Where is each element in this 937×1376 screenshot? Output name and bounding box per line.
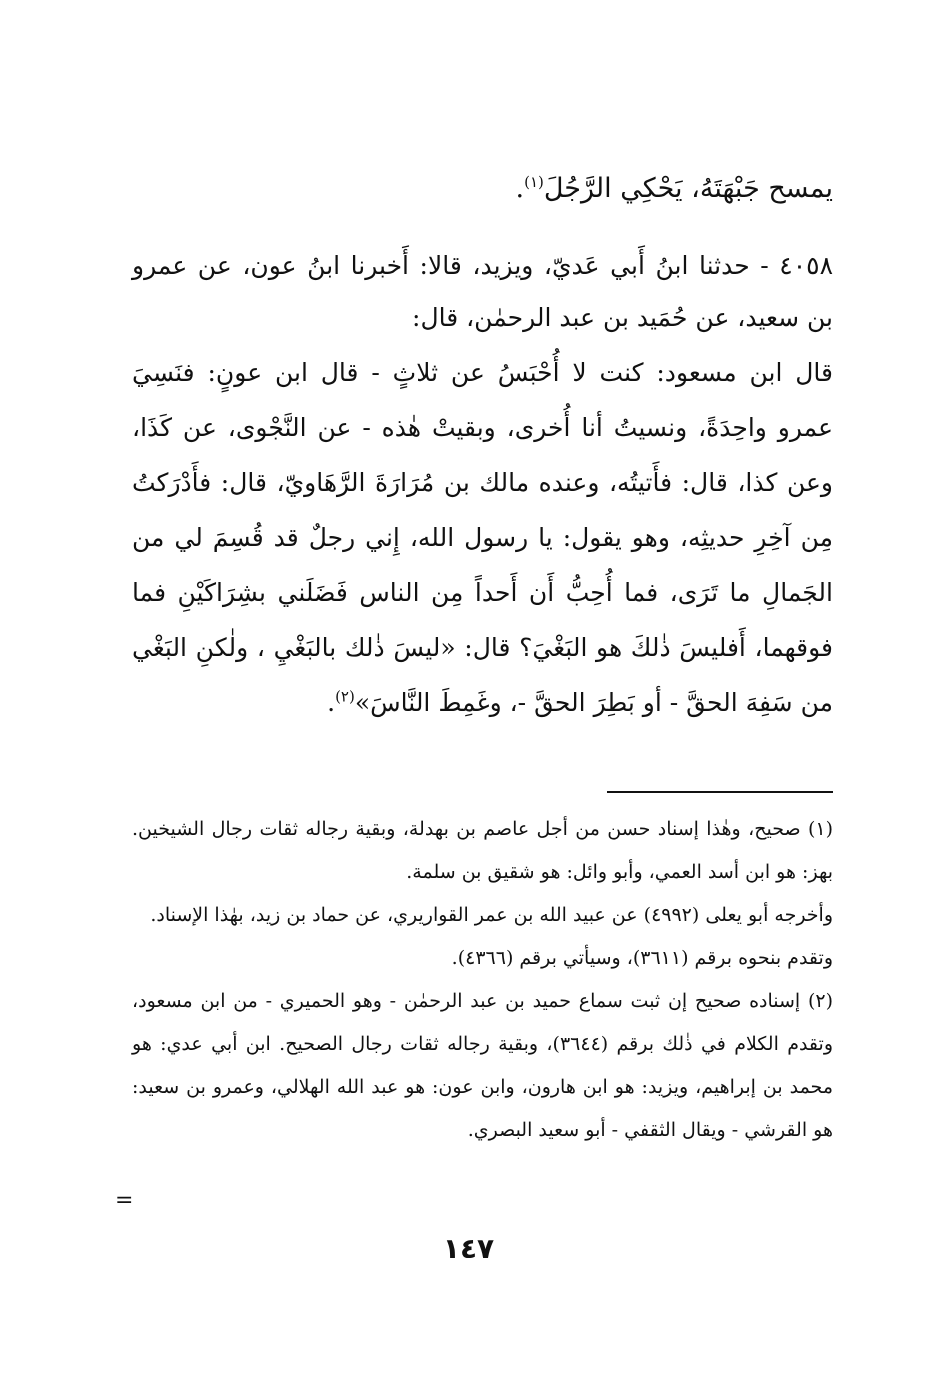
footnote-separator — [607, 791, 833, 793]
hadith-isnad — [132, 240, 833, 344]
matn-end: . — [327, 688, 336, 717]
hadith-matn — [132, 345, 833, 730]
page-number: ١٤٧ — [442, 1232, 495, 1265]
footnote-ref-2: (٢) — [335, 687, 355, 706]
footnote-1: (١) صحيح، وهٰذا إسناد حسن من أجل عاصم بن بهدلة، وبقية رجاله ثقات رجال الشيخين. بهز: هو ابن أسد العمي، وأبو وائل: هو شقيق بن سلمة. — [132, 818, 833, 883]
continuation-mark: = — [115, 1188, 134, 1213]
footnote-1-takhrij: وأخرجه أبو يعلى (٤٩٩٢) عن عبيد الله بن عمر القواريري، عن حماد بن زيد، بهٰذا الإسناد. — [150, 904, 833, 926]
footnote-2: (٢) إسناده صحيح إن ثبت سماع حميد بن عبد الرحمٰن - وهو الحميري - من ابن مسعود، وتقدم الكلام في ذٰلك برقم (٣٦٤٤)، وبقية رجاله ثقات رجال الصحيح. ابن أبي عدي: هو محمد بن إبراهيم، ويزيد: هو ابن هارون، وابن عون: هو عبد الله الهلالي، وعمرو بن سعيد: هو القرشي - ويقال الثقفي - أبو سعيد البصري. — [132, 990, 834, 1141]
opening-line-end: . — [515, 173, 525, 204]
opening-line-text: يمسح جَبْهَتَهُ، يَحْكِي الرَّجُلَ — [543, 173, 833, 204]
hadith-number: ٤٠٥٨ - — [749, 251, 833, 280]
matn-paragraph — [132, 345, 833, 730]
opening-line — [132, 163, 833, 215]
isnad-text: حدثنا ابنُ أَبي عَديّ، ويزيد، قالا: أَخبرنا ابنُ عون، عن عمرو بن سعيد، عن حُمَيد بن عبد الرحمٰن، قال: — [132, 251, 833, 332]
footnote-1-crossref: وتقدم بنحوه برقم (٣٦١١)، وسيأتي برقم (٤٣٦٦). — [451, 947, 833, 969]
isnad-paragraph — [132, 240, 833, 344]
footnote-ref-1: (١) — [524, 173, 544, 191]
matn-text: قال ابن مسعود: كنت لا أُحْبَسُ عن ثلاثٍ - قال ابن عونٍ: فنَسِيَ عمرو واحِدَةً، ونسيتُ أنا أُخرى، وبقيتْ هٰذه - عن النَّجْوى، عن كَذَا، وعن كذا، قال: فأَتيتُه، وعنده مالك بن مُرَارَةَ الرَّهَاويّ، قال: فأَدْرَكتُ مِن آخِرِ حديثِه، وهو يقول: يا رسول الله، إِني رجلٌ قد قُسِمَ لي من الجَمالِ ما تَرَى، فما أُحِبُّ أَن أَحداً مِن الناس فَضَلَني بشِرَاكَيْنِ فما فوقهما، أَفليسَ ذٰلكَ هو البَغْيَ؟ قال: «ليسَ ذٰلك بالبَغْيِ ، ولٰكنِ البَغْي من سَفِهَ الحقَّ - أو بَطِرَ الحقَّ -، وغَمِطَ النَّاسَ» — [132, 358, 833, 717]
footnotes — [132, 808, 833, 1152]
